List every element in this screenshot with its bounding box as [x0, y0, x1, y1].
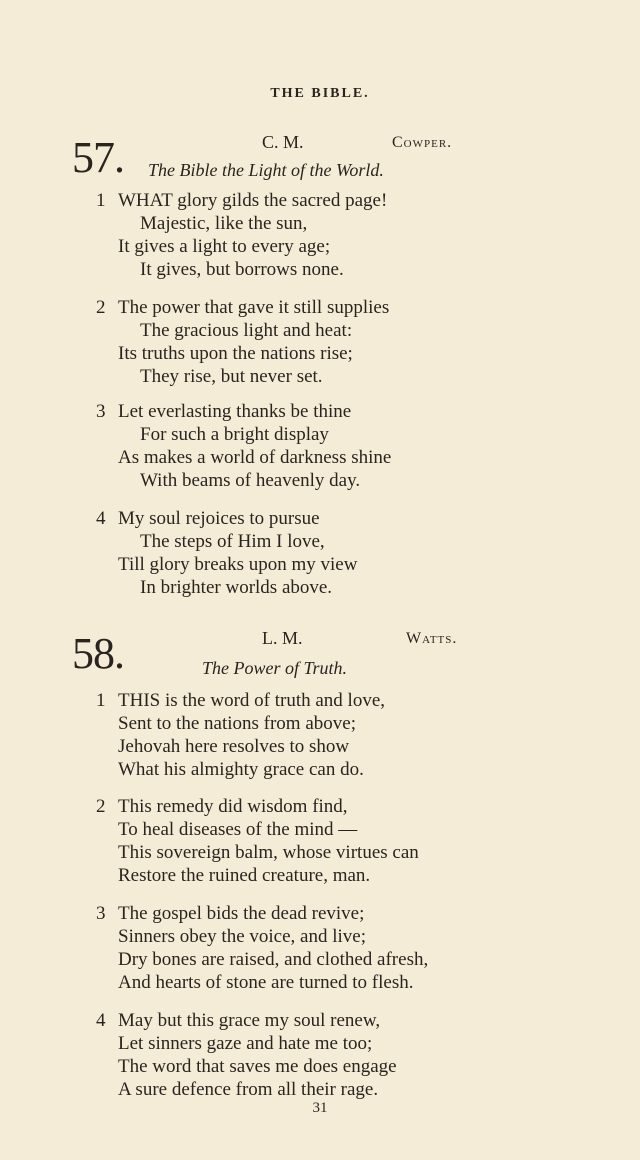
verse-line: Till glory breaks upon my view	[118, 554, 358, 575]
hymn-subtitle: The Bible the Light of the World.	[148, 160, 384, 180]
verse-line: A sure defence from all their rage.	[118, 1079, 379, 1100]
verse-line: It gives a light to every age;	[118, 236, 331, 257]
meter: L. M.	[262, 628, 303, 648]
verse-line: They rise, but never set.	[140, 366, 323, 387]
verse-line: Restore the ruined creature, man.	[118, 865, 371, 886]
stanza-number: 1	[96, 690, 106, 711]
verse-line: My soul rejoices to pursue	[118, 508, 320, 529]
verse-line: Sinners obey the voice, and live;	[118, 926, 366, 947]
author: Watts.	[406, 630, 458, 647]
verse-line: What his almighty grace can do.	[118, 759, 364, 780]
verse-line: And hearts of stone are turned to flesh.	[118, 972, 414, 993]
verse-line: May but this grace my soul renew,	[118, 1010, 381, 1031]
verse-line: Sent to the nations from above;	[118, 713, 356, 734]
stanza-number: 3	[96, 401, 106, 422]
verse-line: For such a bright display	[140, 424, 329, 445]
hymn-number: 57.	[72, 133, 124, 182]
stanza-number: 2	[96, 796, 106, 817]
verse-line: WHAT glory gilds the sacred page!	[118, 190, 388, 211]
verse-line: It gives, but borrows none.	[140, 259, 344, 280]
verse-line: The power that gave it still supplies	[118, 297, 390, 318]
stanza-number: 4	[96, 508, 106, 529]
verse-line: Its truths upon the nations rise;	[118, 343, 353, 364]
verse-line: The gracious light and heat:	[140, 320, 353, 341]
author: Cowper.	[392, 134, 453, 151]
verse-line: Let sinners gaze and hate me too;	[118, 1033, 373, 1054]
verse-line: In brighter worlds above.	[140, 577, 333, 598]
stanza-number: 1	[96, 190, 106, 211]
verse-line: This remedy did wisdom find,	[118, 796, 348, 817]
verse-line: The gospel bids the dead revive;	[118, 903, 365, 924]
meter: C. M.	[262, 132, 304, 152]
verse-line: This sovereign balm, whose virtues can	[118, 842, 419, 863]
verse-line: With beams of heavenly day.	[140, 470, 361, 491]
verse-line: As makes a world of darkness shine	[118, 447, 392, 468]
verse-line: Let everlasting thanks be thine	[118, 401, 352, 422]
stanza-number: 3	[96, 903, 106, 924]
verse-line: The steps of Him I love,	[140, 531, 325, 552]
page-number: 31	[312, 1100, 328, 1116]
hymn-number: 58.	[72, 629, 124, 678]
verse-line: To heal diseases of the mind —	[118, 819, 358, 840]
verse-line: Jehovah here resolves to show	[118, 736, 350, 757]
running-head: THE BIBLE.	[270, 86, 370, 101]
stanza-number: 2	[96, 297, 106, 318]
verse-line: The word that saves me does engage	[118, 1056, 397, 1077]
hymn-subtitle: The Power of Truth.	[202, 658, 348, 678]
verse-line: Dry bones are raised, and clothed afresh,	[118, 949, 429, 970]
verse-line: THIS is the word of truth and love,	[118, 690, 386, 711]
verse-line: Majestic, like the sun,	[140, 213, 308, 234]
stanza-number: 4	[96, 1010, 106, 1031]
